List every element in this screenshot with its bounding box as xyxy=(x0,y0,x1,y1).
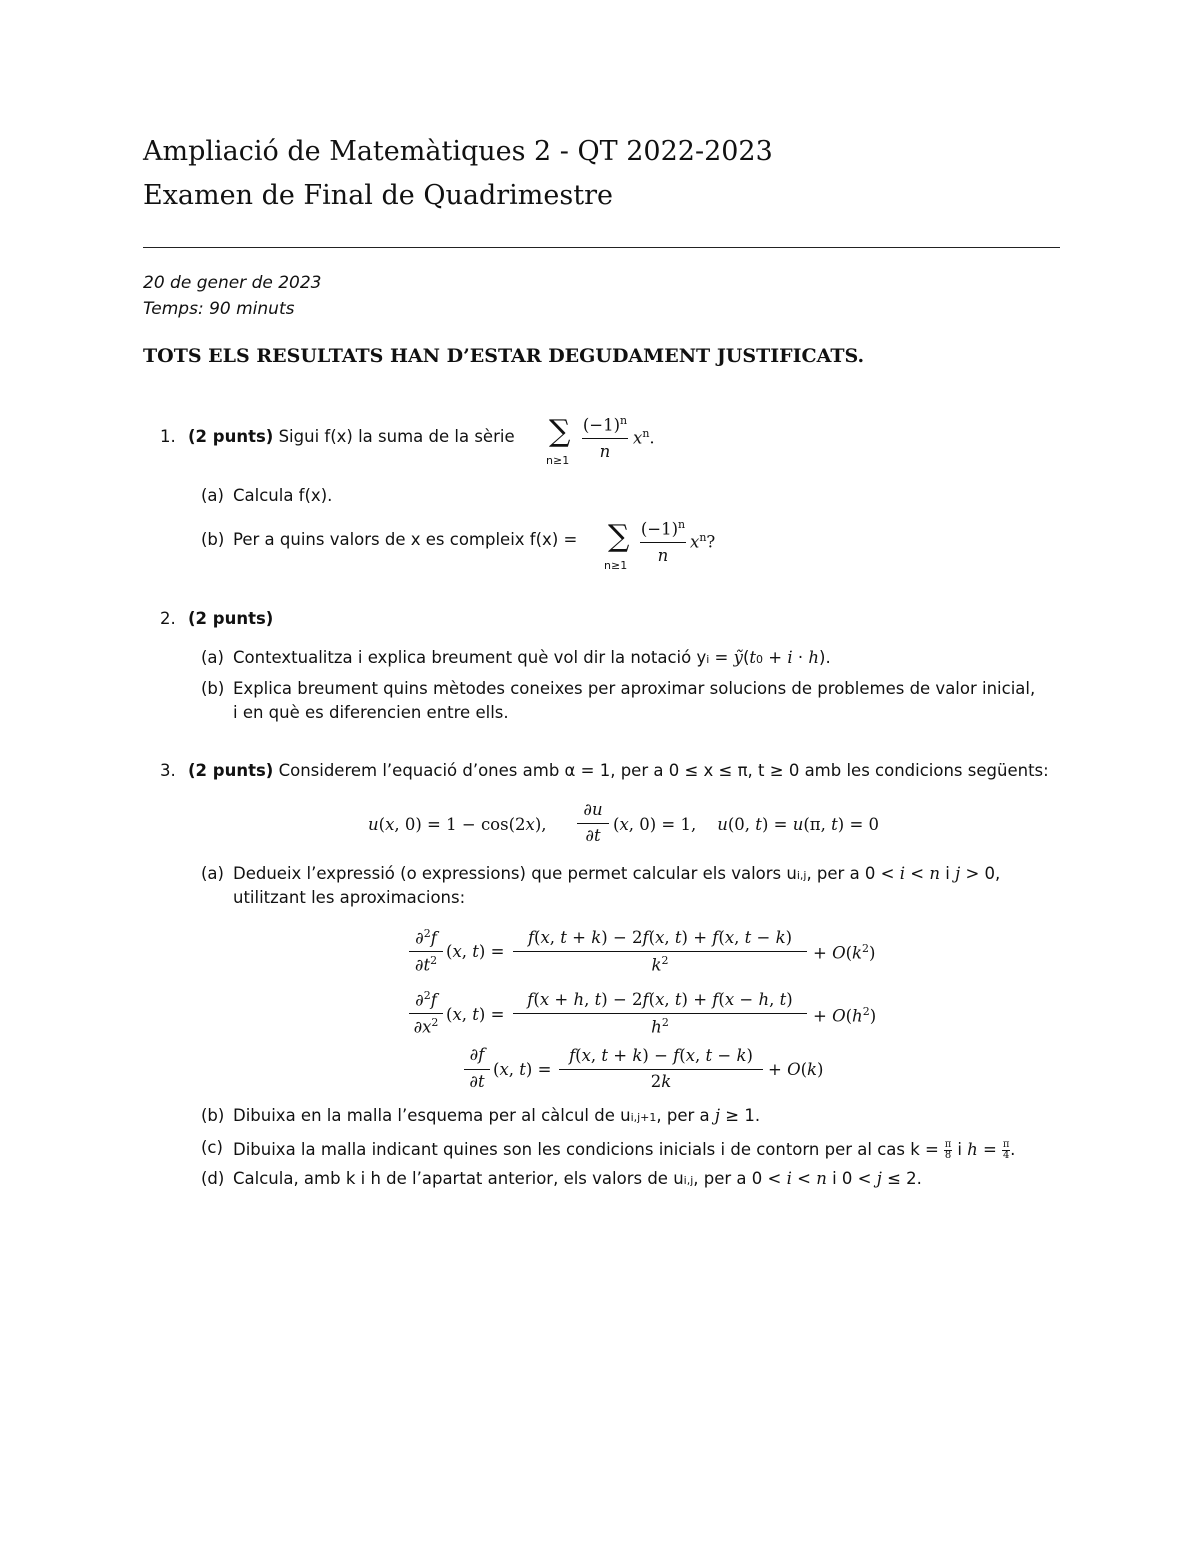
q3-du-num: ∂u xyxy=(583,800,603,819)
q2-number: 2. xyxy=(160,609,176,628)
approx1-den: $k^2$ xyxy=(651,954,669,975)
q1-frac-line xyxy=(582,438,628,439)
approx3-lhs-line xyxy=(464,1069,490,1070)
q1-frac-den: n xyxy=(599,442,611,461)
approx3-line xyxy=(559,1069,763,1070)
q1b-frac-line xyxy=(640,542,686,543)
q1b-sum-symbol: ∑ xyxy=(608,519,630,554)
q2a-text-wrap: Contextualitza i explica breument què vol dir la notació yi = ỹ(t0 + i · h). xyxy=(233,648,831,667)
q3-boundary-conditions: (x, 0) = 1, u(0, t) = u(π, t) = 0 xyxy=(613,815,880,834)
q1-sum-index: n≥1 xyxy=(546,454,570,467)
q1b-series-term: $x^n$? xyxy=(690,531,716,552)
exam-date: 20 de gener de 2023 xyxy=(143,273,322,293)
q1-sum-symbol: ∑ xyxy=(549,414,571,449)
q3b-text-wrap: Dibuixa en la malla l’esquema per al càlcul de ui,j+1, per a j ≥ 1. xyxy=(233,1106,761,1125)
approx1-args: (x, t) = xyxy=(446,942,505,961)
q3d-label: (d) xyxy=(201,1169,225,1188)
q3-number: 3. xyxy=(160,761,176,780)
q1-points: (2 punts) xyxy=(188,427,274,446)
approx1-lhs-num: ∂$^2$f xyxy=(415,927,437,948)
q3-du-den: ∂t xyxy=(585,826,601,845)
q3c-text-wrap: Dibuixa la malla indicant quines son les condicions inicials i de contorn per al cas k = π 8 i h = π 4. xyxy=(233,1139,1016,1161)
approx2-den: $h^2$ xyxy=(651,1016,669,1037)
approx3-lhs-den: ∂t xyxy=(469,1072,485,1091)
q1-series-term: $x^n$. xyxy=(633,427,655,448)
approx2-args: (x, t) = xyxy=(446,1005,505,1024)
q1-statement xyxy=(188,429,515,446)
q2b-label: (b) xyxy=(201,679,225,698)
q3d-text: Calcula, amb k i h de l’apartat anterior, els valors de u xyxy=(233,1169,684,1188)
q1-frac-num: $(-1)^n$ xyxy=(582,414,628,435)
q1-text: Sigui f(x) la suma de la sèrie xyxy=(278,427,515,446)
q1a-text: Calcula f(x). xyxy=(233,486,333,505)
header-divider xyxy=(143,247,1060,248)
q3c-text: Dibuixa la malla indicant quines son les condicions inicials i de contorn per al cas k = xyxy=(233,1140,939,1159)
exam-subtitle: Examen de Final de Quadrimestre xyxy=(143,180,613,211)
approx3-lhs-num: ∂f xyxy=(469,1045,485,1064)
approx2-lhs-line xyxy=(409,1013,443,1014)
q2-points-wrap xyxy=(188,611,273,628)
q3-initial-condition: u(x, 0) = 1 − cos(2x), xyxy=(368,815,547,834)
approx2-lhs-den: $\partial x^2$ xyxy=(413,1016,439,1037)
approx2-error: + $O(h^2)$ xyxy=(813,1005,877,1026)
approx2-line xyxy=(513,1013,807,1014)
q1a-label: (a) xyxy=(201,486,224,505)
q1b-frac-den: n xyxy=(657,546,669,565)
q3b-text: Dibuixa en la malla l’esquema per al càlcul de u xyxy=(233,1106,631,1125)
q2b-line1: Explica breument quins mètodes coneixes per aproximar solucions de problemes de valor inicial, xyxy=(233,679,1036,698)
q3-statement xyxy=(188,763,1049,780)
q2a-text: Contextualitza i explica breument què vol dir la notació y xyxy=(233,648,707,667)
h-fraction: π 4 xyxy=(1002,1139,1010,1161)
q3c-label: (c) xyxy=(201,1138,223,1157)
approx1-lhs-den: $\partial t^2$ xyxy=(414,954,438,975)
approx1-lhs-line xyxy=(409,951,443,952)
approx2-num: f(x + h, t) − 2f(x, t) + f(x − h, t) xyxy=(527,990,793,1009)
q3-intro: Considerem l’equació d’ones amb α = 1, per a 0 ≤ x ≤ π, t ≥ 0 amb les condicions següents: xyxy=(278,761,1049,780)
approx3-args: (x, t) = xyxy=(493,1060,552,1079)
q3a-line2: utilitzant les aproximacions: xyxy=(233,888,466,907)
q3a-line1: Dedueix l’expressió (o expressions) que permet calcular els valors u xyxy=(233,864,797,883)
justification-notice: TOTS ELS RESULTATS HAN D’ESTAR DEGUDAMENT JUSTIFICATS. xyxy=(143,345,865,367)
q3b-label: (b) xyxy=(201,1106,225,1125)
q3-points: (2 punts) xyxy=(188,761,274,780)
q1b-frac-num: $(-1)^n$ xyxy=(640,518,686,539)
approx1-line xyxy=(513,951,807,952)
q1-number: 1. xyxy=(160,427,176,446)
exam-title: Ampliació de Matemàtiques 2 - QT 2022-2023 xyxy=(143,136,773,167)
q1b-sum-index: n≥1 xyxy=(604,559,628,572)
approx1-error: + $O(k^2)$ xyxy=(813,942,876,963)
q3-du-line xyxy=(577,823,609,824)
approx3-num: f(x, t + k) − f(x, t − k) xyxy=(569,1046,753,1065)
approx3-den: 2k xyxy=(650,1072,672,1091)
q1b-label: (b) xyxy=(201,530,225,549)
q2b-line2: i en què es diferencien entre ells. xyxy=(233,703,509,722)
q2a-label: (a) xyxy=(201,648,224,667)
q1b-text: Per a quins valors de x es compleix f(x) = xyxy=(233,530,578,549)
exam-duration: Temps: 90 minuts xyxy=(143,299,295,319)
k-fraction: π 8 xyxy=(944,1139,952,1161)
q2-points: (2 punts) xyxy=(188,609,274,628)
q3a-line1-wrap: Dedueix l’expressió (o expressions) que permet calcular els valors ui,j, per a 0 < i < n i j > 0, xyxy=(233,864,1001,883)
approx1-num: f(x, t + k) − 2f(x, t) + f(x, t − k) xyxy=(527,928,793,947)
approx3-error: + O(k) xyxy=(768,1060,824,1079)
q3a-label: (a) xyxy=(201,864,224,883)
approx2-lhs-num: ∂$^2$f xyxy=(415,989,437,1010)
q3d-text-wrap: Calcula, amb k i h de l’apartat anterior, els valors de ui,j, per a 0 < i < n i 0 < j ≤ 2. xyxy=(233,1169,922,1188)
